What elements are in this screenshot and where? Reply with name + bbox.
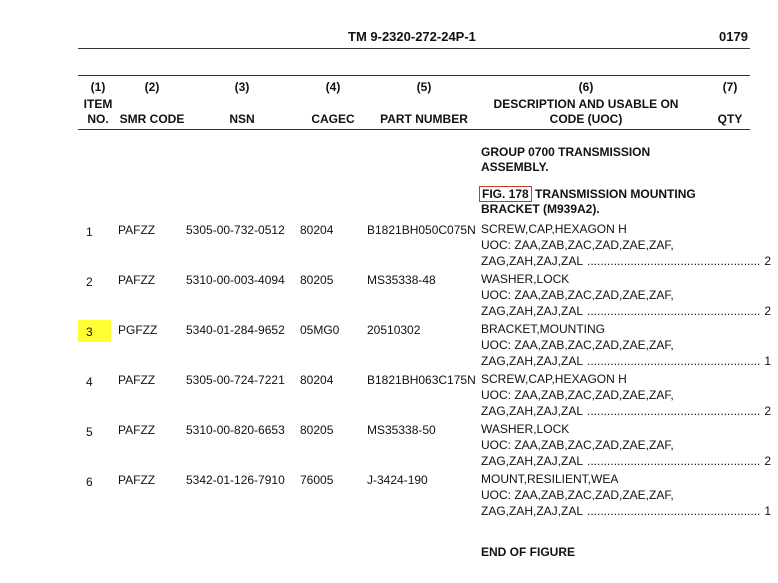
nsn: 5305-00-732-0512 (186, 223, 285, 237)
cagec: 05MG0 (300, 323, 340, 337)
quantity: 2 (764, 404, 772, 418)
col-cagec-num: (4) (325, 80, 341, 94)
quantity: 1 (764, 354, 772, 368)
col-item-num: (1) (90, 80, 106, 94)
quantity: 2 (764, 304, 772, 318)
tm-number: TM 9-2320-272-24P-1 (348, 29, 476, 44)
part-number: J-3424-190 (367, 473, 428, 487)
group-heading-line2: ASSEMBLY. (481, 160, 549, 174)
nsn: 5340-01-284-9652 (186, 323, 285, 337)
uoc-line1: UOC: ZAA,ZAB,ZAC,ZAD,ZAE,ZAF, (481, 438, 674, 452)
nsn: 5310-00-003-4094 (186, 273, 285, 287)
smr-code: PAFZZ (118, 273, 156, 287)
nsn: 5342-01-126-7910 (186, 473, 285, 487)
col-item-line1: ITEM (83, 97, 113, 111)
item-number: 6 (86, 475, 93, 489)
description: SCREW,CAP,HEXAGON H UOC: ZAA,ZAB,ZAC,ZAD,ZAE,ZAF, ZAG,ZAH,ZAJ,ZAL .................................................... 2 (481, 372, 772, 418)
col-item-line2: NO. (87, 112, 109, 126)
end-of-figure: END OF FIGURE (481, 545, 576, 559)
col-smr-label: SMR CODE (119, 112, 185, 126)
uoc-line2: ZAG,ZAH,ZAJ,ZAL (481, 354, 584, 368)
col-desc-line2: CODE (UOC) (549, 112, 623, 126)
description-name: SCREW,CAP,HEXAGON H (481, 372, 627, 386)
smr-code: PGFZZ (118, 323, 158, 337)
uoc-line2: ZAG,ZAH,ZAJ,ZAL (481, 454, 584, 468)
quantity: 1 (764, 504, 772, 518)
cagec: 80204 (300, 223, 334, 237)
col-part-num: (5) (416, 80, 432, 94)
cagec: 76005 (300, 473, 334, 487)
uoc-line2: ZAG,ZAH,ZAJ,ZAL (481, 254, 584, 268)
quantity: 2 (764, 254, 772, 268)
description-name: WASHER,LOCK (481, 272, 570, 286)
figure-link[interactable]: FIG. 178 (479, 186, 532, 202)
description: MOUNT,RESILIENT,WEA UOC: ZAA,ZAB,ZAC,ZAD,ZAE,ZAF, ZAG,ZAH,ZAJ,ZAL .................................................... 1 (481, 472, 772, 518)
table-top-rule (78, 75, 750, 76)
col-desc-line1: DESCRIPTION AND USABLE ON (493, 97, 679, 111)
part-number: B1821BH063C175N (367, 373, 476, 387)
quantity: 2 (764, 454, 772, 468)
part-number: MS35338-48 (367, 273, 436, 287)
col-nsn-label: NSN (229, 112, 255, 126)
description-name: SCREW,CAP,HEXAGON H (481, 222, 627, 236)
description-name: BRACKET,MOUNTING (481, 322, 606, 336)
page-number: 0179 (719, 29, 748, 44)
description-name: WASHER,LOCK (481, 422, 570, 436)
col-desc-num: (6) (578, 80, 594, 94)
smr-code: PAFZZ (118, 223, 156, 237)
col-cagec-label: CAGEC (311, 112, 355, 126)
uoc-line1: UOC: ZAA,ZAB,ZAC,ZAD,ZAE,ZAF, (481, 288, 674, 302)
item-number: 3 (86, 325, 93, 339)
description: SCREW,CAP,HEXAGON H UOC: ZAA,ZAB,ZAC,ZAD,ZAE,ZAF, ZAG,ZAH,ZAJ,ZAL .................................................... 2 (481, 222, 772, 268)
nsn: 5305-00-724-7221 (186, 373, 285, 387)
uoc-line1: UOC: ZAA,ZAB,ZAC,ZAD,ZAE,ZAF, (481, 238, 674, 252)
group-heading (481, 145, 650, 175)
figure-heading (479, 187, 696, 217)
uoc-line2: ZAG,ZAH,ZAJ,ZAL (481, 404, 584, 418)
col-qty-num: (7) (722, 80, 738, 94)
description: WASHER,LOCK UOC: ZAA,ZAB,ZAC,ZAD,ZAE,ZAF, ZAG,ZAH,ZAJ,ZAL .................................................... 2 (481, 272, 772, 318)
uoc-line1: UOC: ZAA,ZAB,ZAC,ZAD,ZAE,ZAF, (481, 488, 674, 502)
uoc-line2: ZAG,ZAH,ZAJ,ZAL (481, 504, 584, 518)
part-number: MS35338-50 (367, 423, 436, 437)
item-number: 2 (86, 275, 93, 289)
smr-code: PAFZZ (118, 373, 156, 387)
figure-title-line2: BRACKET (M939A2). (481, 202, 600, 216)
uoc-line2: ZAG,ZAH,ZAJ,ZAL (481, 304, 584, 318)
table-header-rule (78, 129, 750, 130)
uoc-line1: UOC: ZAA,ZAB,ZAC,ZAD,ZAE,ZAF, (481, 338, 674, 352)
cagec: 80205 (300, 273, 334, 287)
item-number: 4 (86, 375, 93, 389)
header-rule (78, 48, 750, 49)
part-number: 20510302 (367, 323, 421, 337)
nsn: 5310-00-820-6653 (186, 423, 285, 437)
smr-code: PAFZZ (118, 423, 156, 437)
smr-code: PAFZZ (118, 473, 156, 487)
description-name: MOUNT,RESILIENT,WEA (481, 472, 619, 486)
col-nsn-num: (3) (234, 80, 250, 94)
item-number: 1 (86, 225, 93, 239)
item-highlight (78, 320, 111, 342)
col-qty-label: QTY (717, 112, 743, 126)
group-heading-line1: GROUP 0700 TRANSMISSION (481, 145, 651, 159)
col-part-label: PART NUMBER (380, 112, 468, 126)
description: WASHER,LOCK UOC: ZAA,ZAB,ZAC,ZAD,ZAE,ZAF, ZAG,ZAH,ZAJ,ZAL .................................................... 2 (481, 422, 772, 468)
cagec: 80205 (300, 423, 334, 437)
part-number: B1821BH050C075N (367, 223, 476, 237)
uoc-line1: UOC: ZAA,ZAB,ZAC,ZAD,ZAE,ZAF, (481, 388, 674, 402)
col-smr-num: (2) (144, 80, 160, 94)
figure-title-line1: TRANSMISSION MOUNTING (535, 187, 696, 201)
cagec: 80204 (300, 373, 334, 387)
description: BRACKET,MOUNTING UOC: ZAA,ZAB,ZAC,ZAD,ZAE,ZAF, ZAG,ZAH,ZAJ,ZAL .................................................... 1 (481, 322, 772, 368)
item-number: 5 (86, 425, 93, 439)
